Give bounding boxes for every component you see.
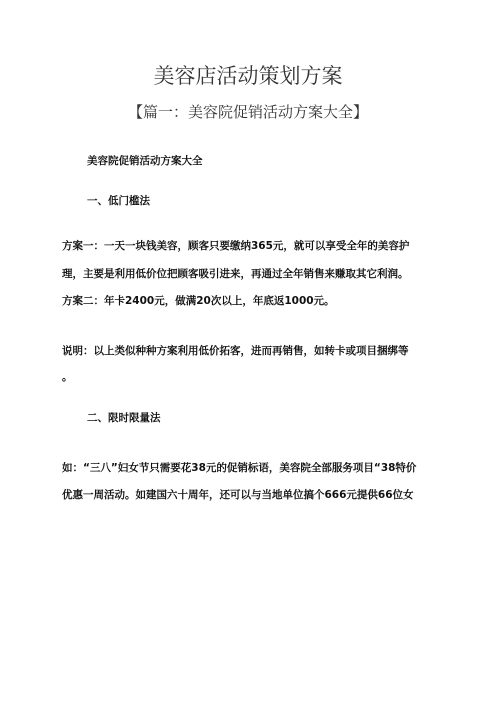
plan2-line: 方案二：年卡2400元，做满20次以上，年底返1000元。 [62,295,335,307]
note-line2: 。 [62,371,73,383]
note-line1: 说明：以上类似种种方案利用低价拓客，进而再销售，如转卡或项目捆绑等 [62,345,409,357]
plan1-line2: 理，主要是利用低价位把顾客吸引进来，再通过全年销售来赚取其它利润。 [62,268,409,280]
document-title: 美容店活动策划方案 [153,64,343,88]
section2-heading: 二、限时限量法 [87,412,161,424]
section2-line2: 优惠一周活动。如建国六十周年，还可以与当地单位搞个666元提供66位女 [62,489,414,501]
section2-line1: 如：“三八”妇女节只需要花38元的促销标语，美容院全部服务项目“38特价 [62,462,417,474]
document-subtitle: 【篇一：美容院促销活动方案大全】 [127,103,368,121]
section-main-heading: 美容院促销活动方案大全 [87,155,203,167]
plan1-line1: 方案一：一天一块钱美容，顾客只要缴纳365元，就可以享受全年的美容护 [62,240,410,252]
section1-heading: 一、低门槛法 [87,195,150,207]
